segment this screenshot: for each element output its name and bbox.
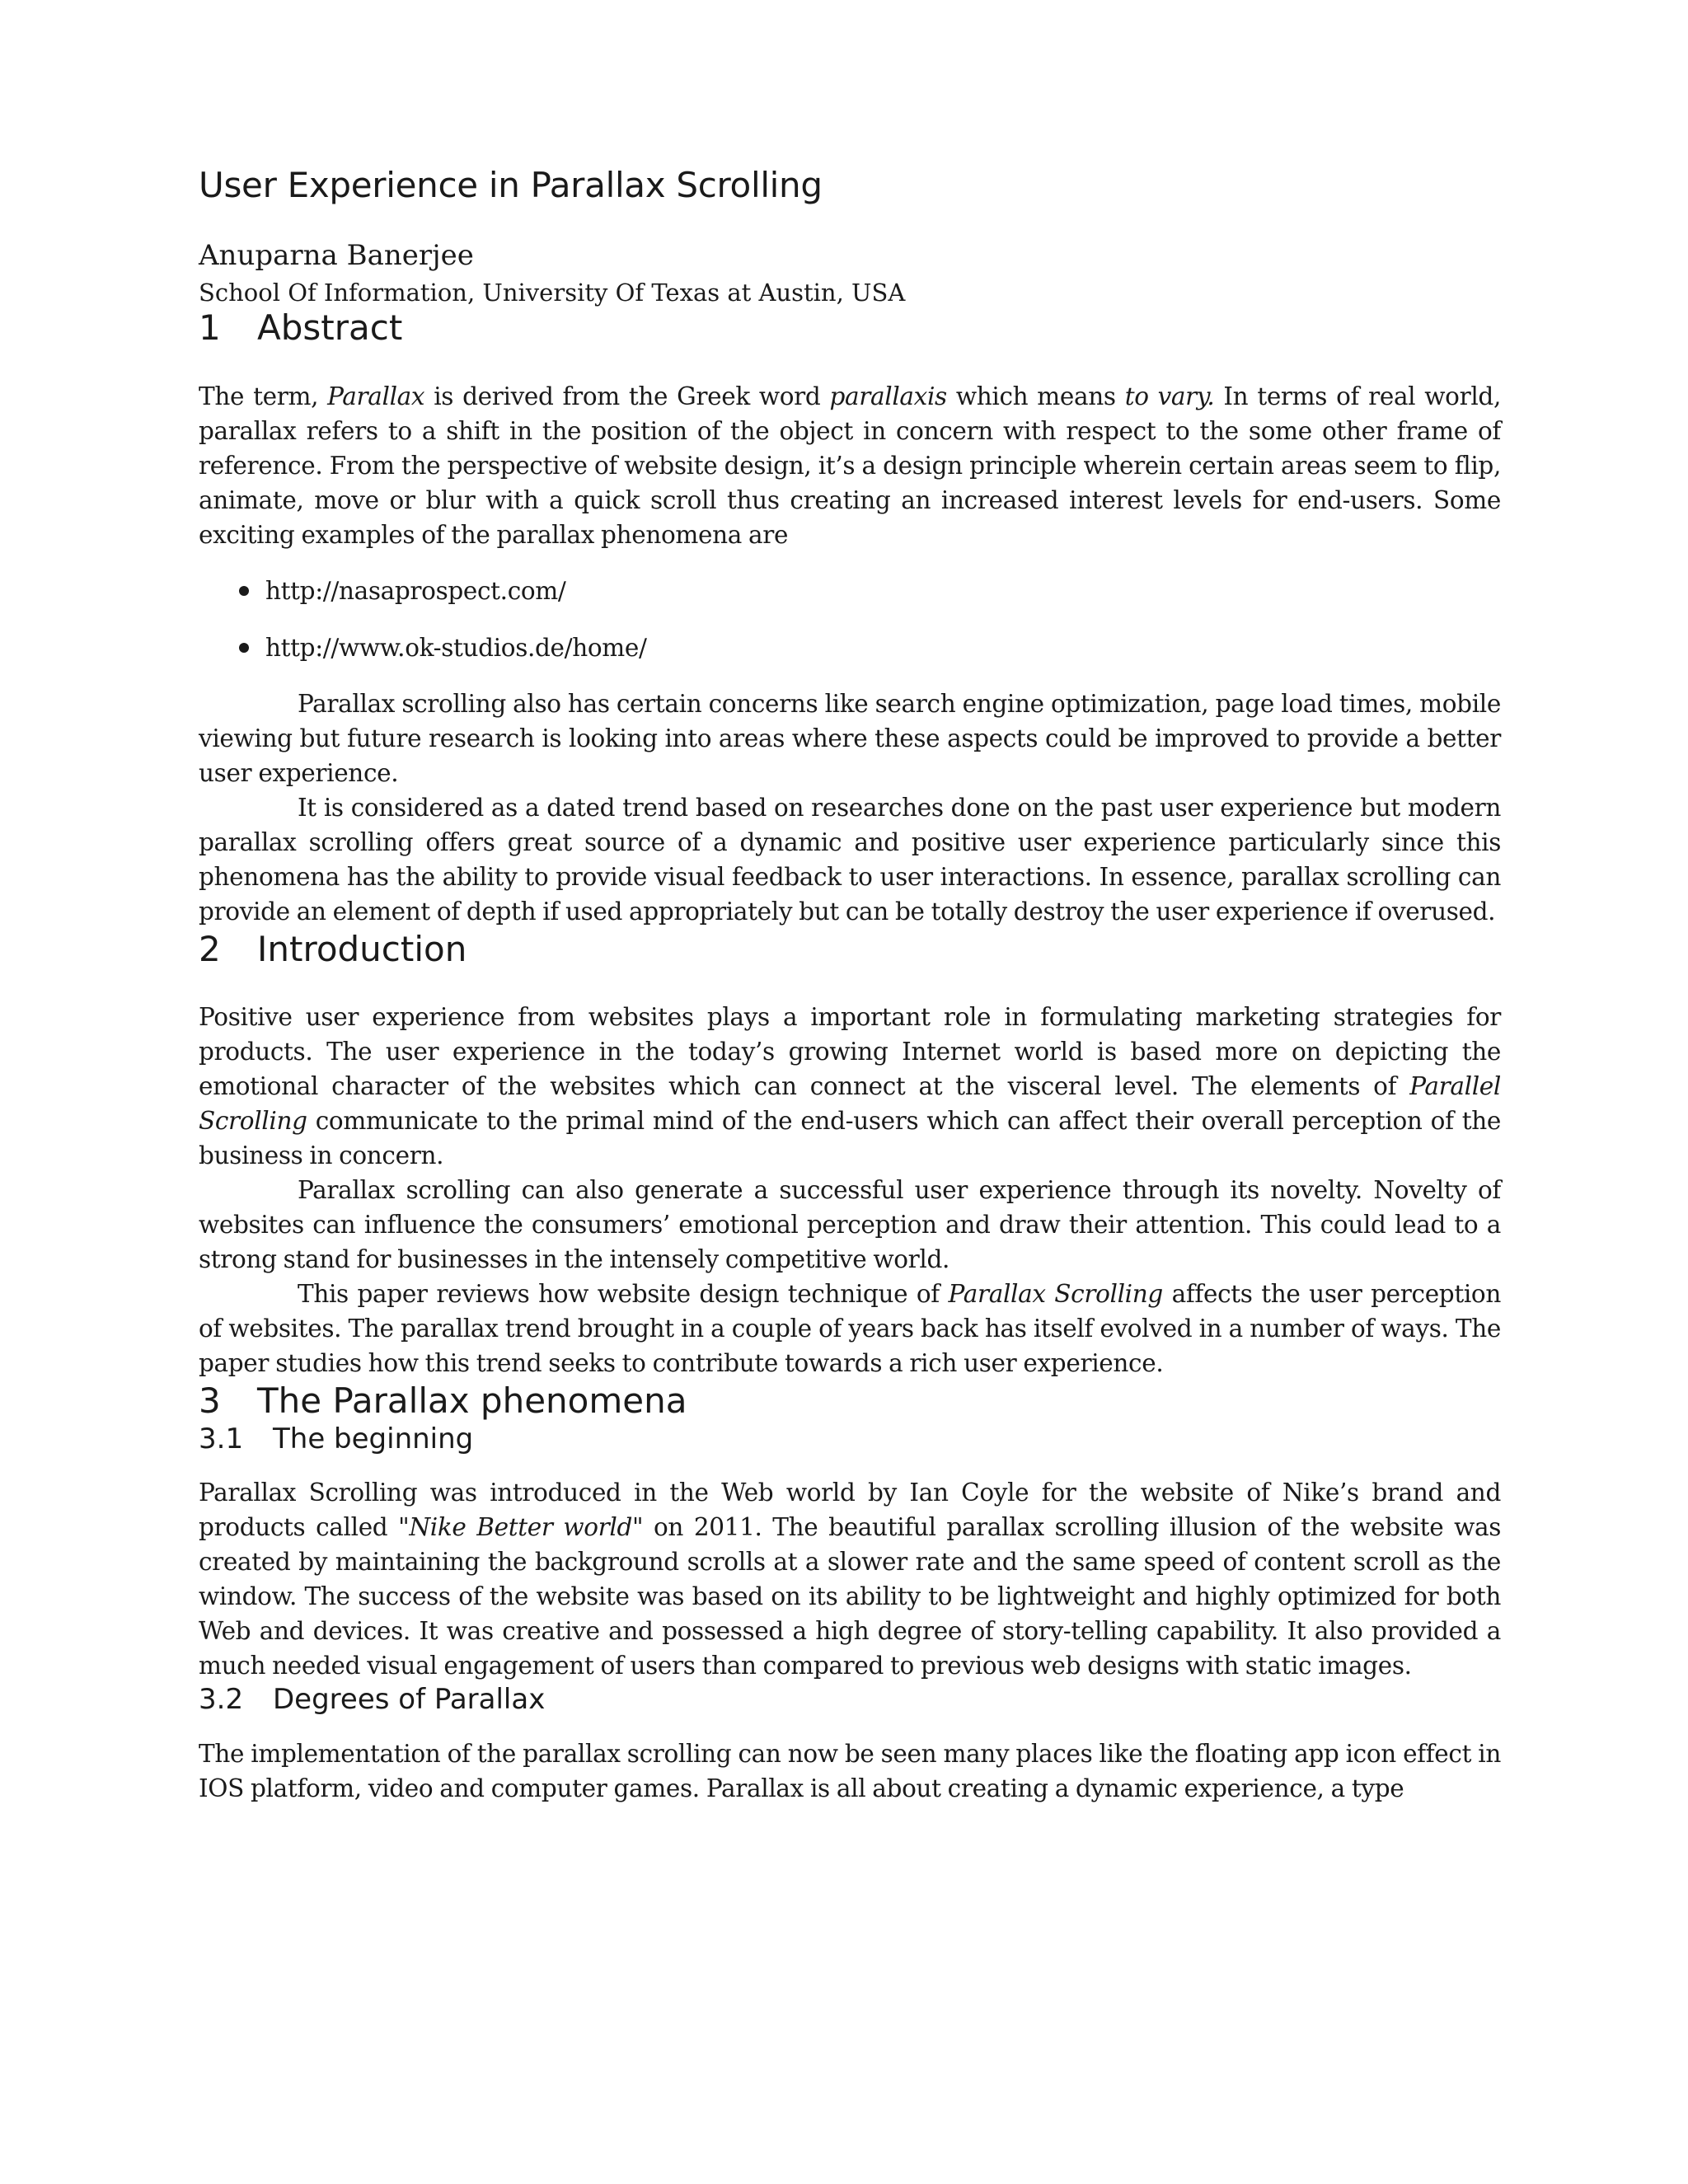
section-title: Abstract: [257, 307, 403, 349]
author-affiliation: School Of Information, University Of Texas at Austin, USA: [199, 279, 906, 307]
text-run: is derived from the Greek word: [424, 382, 830, 410]
subsection-title: Degrees of Parallax: [273, 1683, 546, 1717]
text-run: which means: [946, 382, 1125, 410]
text-run: affects the user perception of websites. The parallax trend brought in a couple of years back has itself evolved in a number of ways. The paper studies how this trend seeks to contribute towards a rich user experience.: [199, 1280, 1501, 1378]
subsection-heading-degrees: [199, 1683, 1501, 1717]
subsection-title: The beginning: [273, 1422, 474, 1455]
subsection-heading-beginning: [199, 1422, 1501, 1456]
emphasis: Parallax Scrolling: [948, 1280, 1163, 1309]
abstract-paragraph-3: It is considered as a dated trend based on researches done on the past user experience but modern parallax scrolling offers great source of a dynamic and positive user experience particularly since this phenomena has the ability to provide visual feedback to user interactions. In essence, parallax scrolling can provide an element of depth if used appropriately but can be totally destroy the user experience if overused.: [199, 793, 1501, 926]
abstract-paragraph-2: Parallax scrolling also has certain concerns like search engine optimization, page load times, mobile viewing but future research is looking into areas where these aspects could be improved to provide a better user experience.: [199, 689, 1501, 787]
section-number: 1: [199, 307, 221, 349]
section-heading-introduction: [199, 929, 1501, 970]
introduction-paragraph-3: [199, 1277, 1501, 1380]
degrees-paragraph: The implementation of the parallax scrolling can now be seen many places like the floating app icon effect in IOS platform, video and computer games. Parallax is all about creating a dynamic experience, a type: [199, 1740, 1501, 1803]
text-run: communicate to the primal mind of the end-users which can affect their overall perception of the business in concern.: [199, 1107, 1501, 1170]
section-number: 2: [199, 928, 221, 969]
section-title: Introduction: [257, 928, 467, 969]
bullet-icon: [239, 586, 249, 596]
emphasis: Nike Better world: [409, 1513, 633, 1542]
section-title: The Parallax phenomena: [257, 1380, 687, 1422]
text-run: In terms of real world, parallax refers to a shift in the position of the object in concern with respect to the some other frame of reference. From the perspective of website design, it’s a design principle wherein certain areas seem to flip, animate, move or blur with a quick scroll thus creating an increased interest levels for end-users. Some exciting examples of the parallax phenomena are: [199, 382, 1501, 549]
subsection-number: 3.1: [199, 1422, 244, 1455]
subsection-number: 3.2: [199, 1683, 244, 1717]
list-item: [199, 574, 1501, 608]
beginning-paragraph: [199, 1475, 1501, 1683]
introduction-paragraph-1: [199, 1000, 1501, 1173]
emphasis: Parallel Scrolling: [199, 1072, 1501, 1136]
author-name: Anuparna Banerjee: [199, 239, 474, 273]
example-links-list: [199, 574, 1501, 665]
section-heading-abstract: [199, 307, 1501, 349]
link-text: http://www.ok-studios.de/home/: [265, 633, 647, 662]
text-run: The term,: [199, 382, 328, 410]
text-run: " on 2011. The beautiful parallax scrolling illusion of the website was created by maintaining the background scrolls at a slower rate and the same speed of content scroll as the window. The success of the website was based on its ability to be lightweight and highly optimized for both Web and devices. It was creative and possessed a high degree of story-telling capability. It also provided a much needed visual engagement of users than compared to previous web designs with static images.: [199, 1513, 1501, 1680]
introduction-paragraph-2: Parallax scrolling can also generate a successful user experience through its novelty. Novelty of websites can influence the consumers’ emotional perception and draw their attention. This could lead to a strong stand for businesses in the intensely competitive world.: [199, 1176, 1501, 1274]
paper-page: [199, 165, 1501, 1806]
text-run: Positive user experience from websites plays a important role in formulating marketing strategies for products. The user experience in the today’s growing Internet world is based more on depicting the emotional character of the websites which can connect at the visceral level. The elements of: [199, 1003, 1501, 1101]
section-number: 3: [199, 1380, 221, 1422]
emphasis: to vary.: [1124, 382, 1215, 410]
text-run: Parallax Scrolling was introduced in the Web world by Ian Coyle for the website of Nike’s brand and products called ": [199, 1479, 1501, 1542]
list-item: [199, 630, 1501, 665]
paper-title: User Experience in Parallax Scrolling: [199, 165, 823, 205]
emphasis: parallaxis: [829, 382, 947, 410]
emphasis: Parallax: [327, 382, 425, 410]
section-heading-phenomena: [199, 1380, 1501, 1422]
text-run: This paper reviews how website design technique of: [298, 1280, 949, 1309]
link-text: http://nasaprospect.com/: [265, 576, 566, 605]
bullet-icon: [239, 643, 249, 653]
abstract-paragraph-1: [199, 379, 1501, 552]
